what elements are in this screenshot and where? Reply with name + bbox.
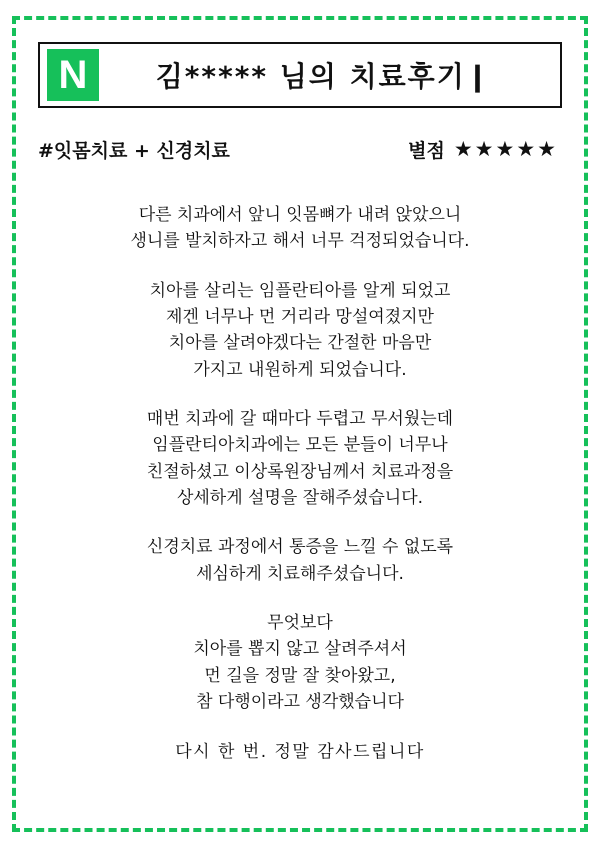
review-line: 먼 길을 정말 잘 찾아왔고, [204, 665, 396, 686]
review-line: 생니를 발치하자고 해서 너무 걱정되었습니다. [130, 231, 470, 252]
review-card [12, 16, 588, 832]
card-inner [38, 42, 562, 806]
review-header [38, 42, 562, 108]
review-line: 치아를 뽑지 않고 살려주셔서 [193, 639, 407, 660]
review-line: 가지고 내원하게 되었습니다. [193, 359, 407, 380]
page-title [99, 55, 560, 95]
page-title-text: 김***** 님의 치료후기 [155, 60, 466, 93]
review-line: 친절하셨고 이상록원장님께서 치료과정을 [146, 461, 454, 482]
rating-stars-icon: ★★★★★ [453, 137, 558, 161]
text-caret-icon: ❙ [465, 60, 492, 93]
review-line: 다시 한 번. 정말 감사드립니다 [175, 741, 425, 762]
review-paragraph [38, 610, 562, 715]
review-line: 상세하게 설명을 잘해주셨습니다. [176, 488, 424, 509]
review-line: 다른 치과에서 앞니 잇몸뼈가 내려 앉았으니 [138, 205, 462, 225]
review-line: 매번 치과에 갈 때마다 두렵고 무서웠는데 [146, 409, 454, 430]
review-paragraph [38, 534, 562, 587]
review-line: 참 다행이라고 생각했습니다 [196, 692, 404, 713]
review-line: 제겐 너무나 먼 거리라 망설여졌지만 [166, 307, 434, 328]
review-line: 세심하게 치료해주셨습니다. [196, 563, 404, 584]
review-line: 신경치료 과정에서 통증을 느낄 수 없도록 [146, 537, 454, 558]
review-body [38, 202, 562, 765]
review-meta [38, 134, 562, 164]
rating-label: 별점 [408, 139, 445, 162]
naver-logo-icon: N [47, 49, 99, 101]
review-paragraph [38, 739, 562, 765]
review-paragraph [38, 202, 562, 255]
review-paragraph [38, 278, 562, 383]
rating-group [408, 136, 562, 163]
review-paragraph [38, 406, 562, 511]
review-line: 치아를 살리는 임플란티아를 알게 되었고 [149, 280, 451, 301]
review-line: 무엇보다 [267, 613, 333, 634]
review-line: 임플란티아치과에는 모든 분들이 너무나 [152, 435, 448, 456]
treatment-hashtag: #잇몸치료 + 신경치료 [38, 139, 230, 162]
review-line: 치아를 살려야겠다는 간절한 마음만 [168, 333, 432, 354]
